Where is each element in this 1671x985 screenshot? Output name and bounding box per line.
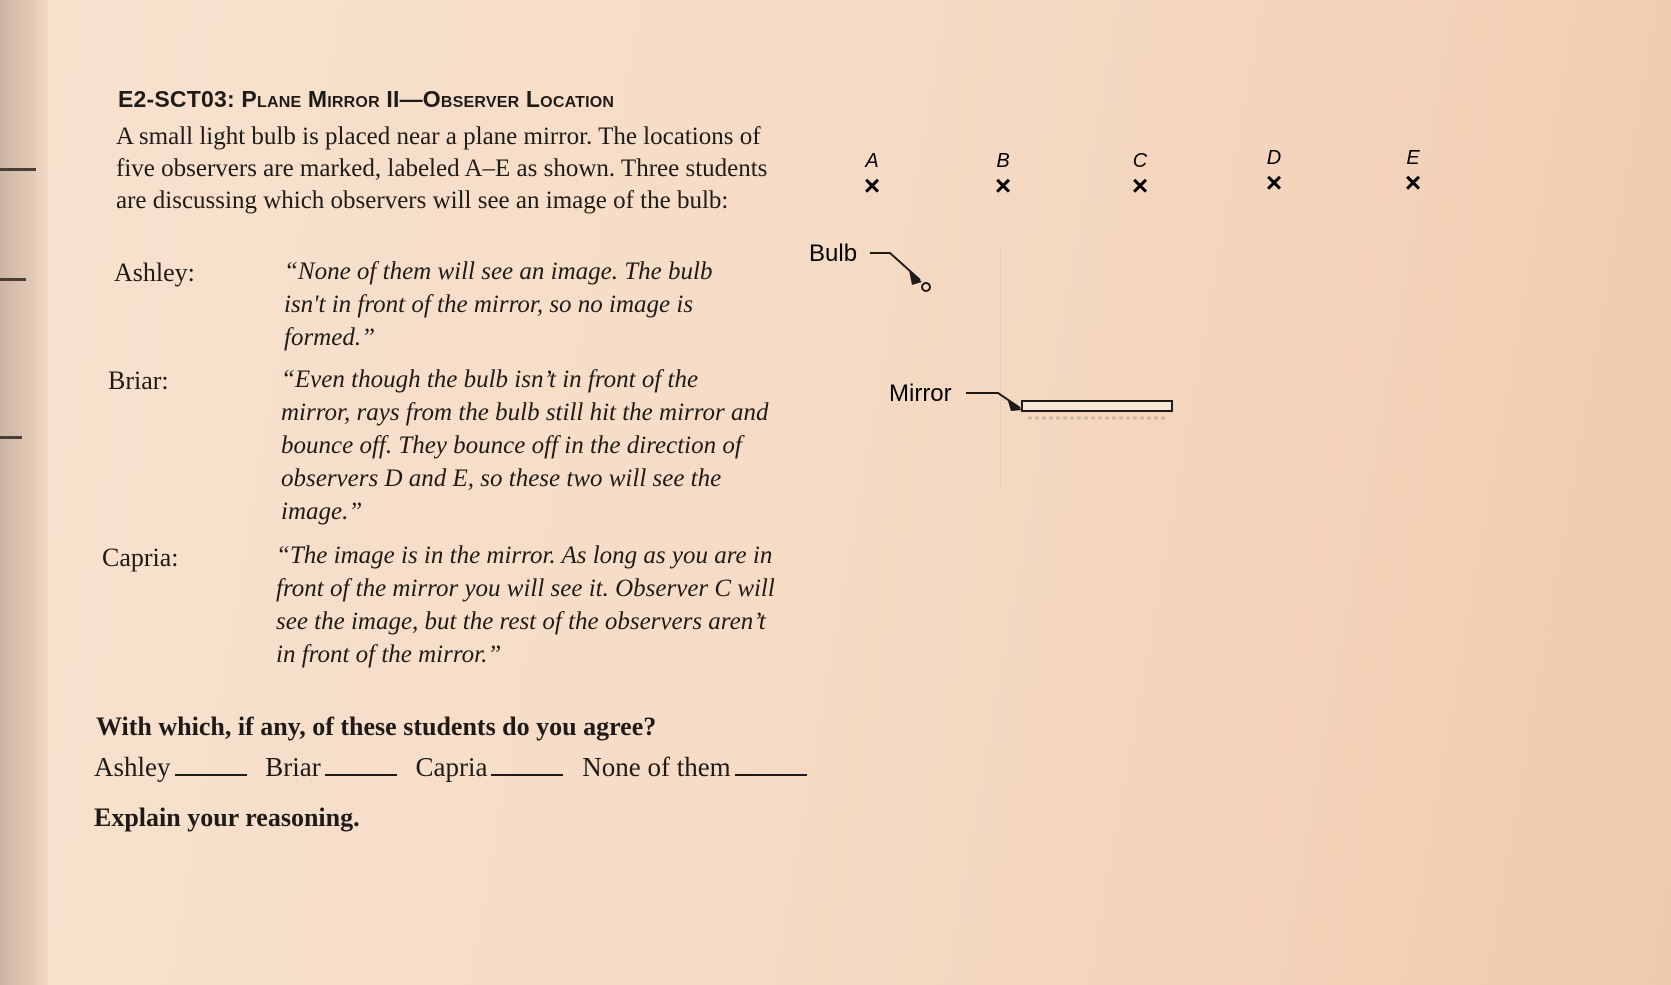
observer-label: C xyxy=(1132,150,1148,172)
observer-d xyxy=(1266,147,1282,198)
bulb-icon xyxy=(922,283,930,291)
mirror-label: Mirror xyxy=(889,380,952,407)
agree-question: With which, if any, of these students do you agree? xyxy=(96,712,657,741)
observer-marker-icon: × xyxy=(1265,167,1283,198)
mirror-arrowhead-icon xyxy=(1007,398,1022,411)
student-quote-ashley: “None of them will see an image. The bulb isn't in front of the mirror, so no image is formed.” xyxy=(284,258,713,351)
choice-label: None of them xyxy=(582,752,731,782)
observer-marker-icon: × xyxy=(863,170,881,201)
student-quote-capria: “The image is in the mirror. As long as you are in front of the mirror you will see it. Observer C will see the image, but the rest of the observers aren’t in front of the mirror.” xyxy=(276,542,775,668)
observer-label: A xyxy=(865,150,879,172)
choice-label: Briar xyxy=(265,752,321,782)
bulb xyxy=(809,240,930,291)
explain-prompt: Explain your reasoning. xyxy=(94,803,360,832)
problem-intro: A small light bulb is placed near a plane mirror. The locations of five observers are marked, labeled A–E as shown. Three students are discussing which observers will see an image of the bulb: xyxy=(116,123,768,214)
observer-c xyxy=(1132,150,1148,201)
mirror-surface xyxy=(1022,401,1172,411)
observer-marker-icon: × xyxy=(994,170,1012,201)
student-name-briar: Briar: xyxy=(108,366,169,395)
observer-e xyxy=(1405,147,1421,198)
observer-label: D xyxy=(1266,147,1282,169)
observer-marker-icon: × xyxy=(1404,167,1422,198)
student-quote-briar: “Even though the bulb isn’t in front of the mirror, rays from the bulb still hit the mirror and bounce off. They bounce off in the direction of observers D and E, so these two will see the image.” xyxy=(281,366,769,525)
choice-label: Ashley xyxy=(94,752,171,782)
observer-marker-icon: × xyxy=(1131,170,1149,201)
student-name-ashley: Ashley: xyxy=(114,258,195,287)
bulb-arrowhead-icon xyxy=(909,270,922,285)
observer-a xyxy=(864,150,880,201)
observer-b xyxy=(995,150,1011,201)
choice-label: Capria xyxy=(415,752,488,782)
student-name-capria: Capria: xyxy=(102,543,179,572)
bulb-label: Bulb xyxy=(809,240,858,267)
problem-title: E2-SCT03: Plane Mirror II—Observer Location xyxy=(118,86,615,112)
mirror xyxy=(889,380,1172,418)
observer-label: E xyxy=(1406,147,1420,169)
observer-label: B xyxy=(996,150,1010,172)
